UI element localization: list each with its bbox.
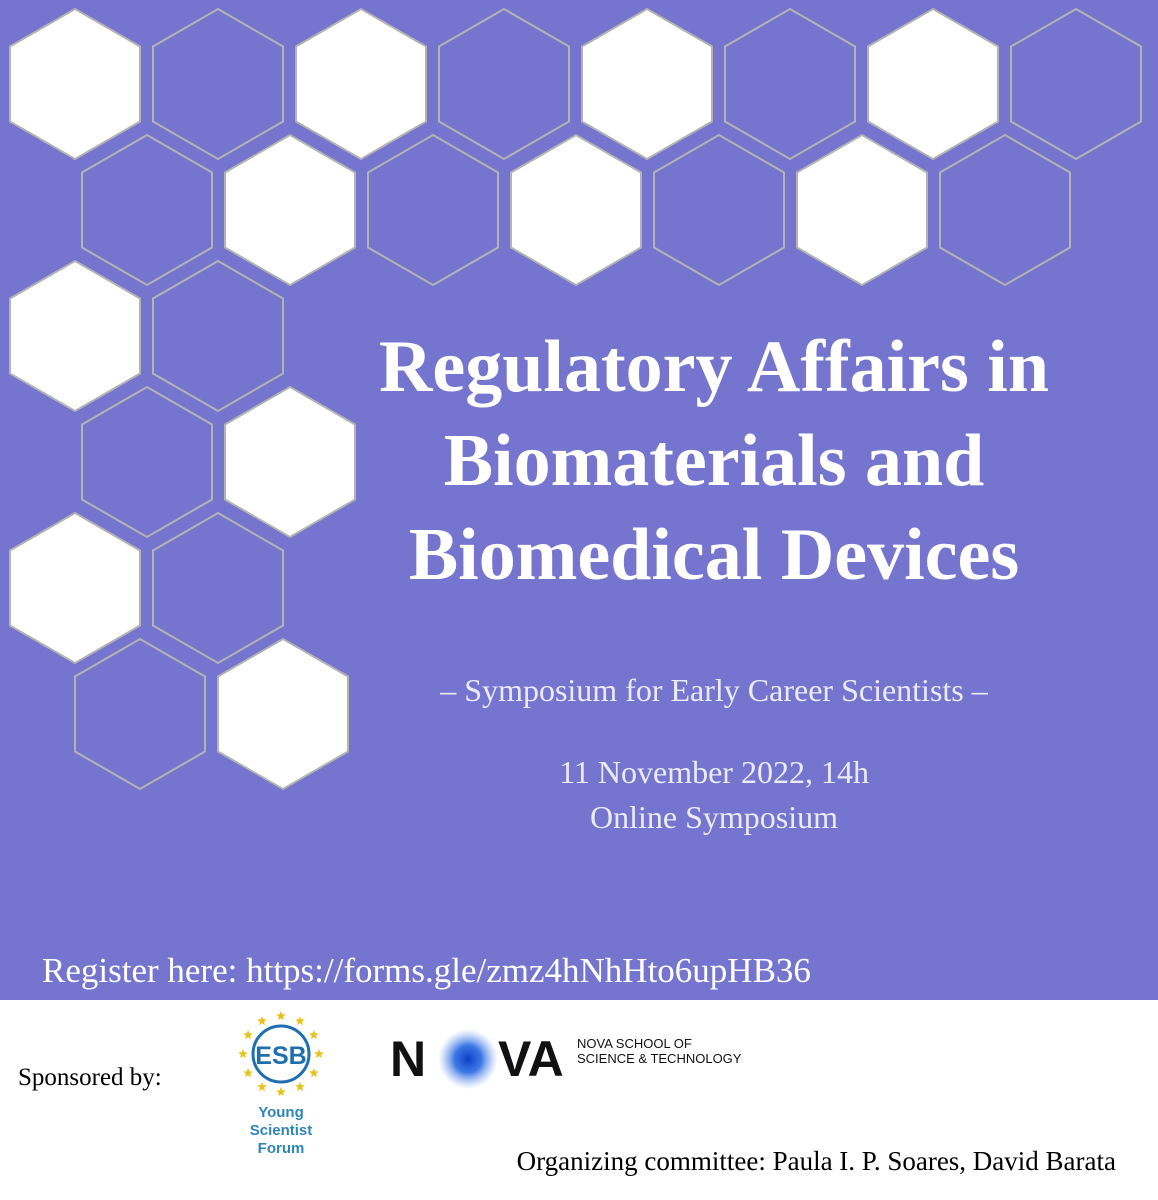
hexagon-outline: [82, 135, 212, 285]
esb-star-icon: [314, 1049, 324, 1058]
hexagon-filled: [10, 9, 140, 159]
hexagon-outline: [153, 9, 283, 159]
esb-star-icon: [309, 1030, 319, 1039]
esb-line-1: Young: [258, 1104, 304, 1121]
hexagon-filled: [10, 513, 140, 663]
nova-glow-icon: [438, 1029, 498, 1089]
event-venue: Online Symposium: [589, 799, 838, 835]
hexagon-filled: [225, 135, 355, 285]
esb-star-icon: [243, 1068, 253, 1077]
register-link[interactable]: https://forms.gle/zmz4hNhHto6upHB36: [246, 951, 811, 990]
esb-star-icon: [238, 1049, 248, 1058]
esb-star-icon: [309, 1068, 319, 1077]
esb-star-icon: [276, 1011, 286, 1020]
esb-star-icon: [257, 1016, 267, 1025]
sponsored-by-label: Sponsored by:: [18, 1064, 162, 1091]
hexagon-outline: [654, 135, 784, 285]
nova-school-line-1: NOVA SCHOOL OF: [577, 1036, 692, 1051]
hexagon-outline: [439, 9, 569, 159]
hexagon-filled: [868, 9, 998, 159]
hexagon-outline: [153, 261, 283, 411]
hexagon-outline: [368, 135, 498, 285]
esb-letters: ESB: [255, 1042, 307, 1070]
event-date: 11 November 2022, 14h: [559, 754, 869, 790]
nova-letter-n: N: [390, 1031, 427, 1087]
event-subtitle: – Symposium for Early Career Scientists –: [440, 672, 988, 708]
esb-star-icon: [257, 1082, 267, 1091]
esb-star-icon: [276, 1087, 286, 1096]
title-line-2: Biomaterials and: [443, 420, 985, 502]
hexagon-filled: [10, 261, 140, 411]
hexagon-outline: [75, 639, 205, 789]
event-title: [300, 320, 1128, 602]
hexagon-filled: [296, 9, 426, 159]
title-line-1: Regulatory Affairs in: [378, 326, 1050, 408]
esb-line-3: Forum: [257, 1140, 305, 1157]
nova-school-line-2: SCIENCE & TECHNOLOGY: [577, 1051, 742, 1066]
hexagon-filled: [797, 135, 927, 285]
esb-star-icon: [243, 1030, 253, 1039]
hexagon-outline: [153, 513, 283, 663]
esb-young-scientist-forum-logo: [226, 1008, 336, 1158]
register-label: Register here:: [42, 951, 238, 990]
nova-letters-va: VA: [498, 1031, 564, 1087]
hexagon-outline: [940, 135, 1070, 285]
esb-star-icon: [295, 1082, 305, 1091]
hexagon-outline: [1011, 9, 1141, 159]
hexagon-outline: [725, 9, 855, 159]
organizing-committee: Organizing committee: Paula I. P. Soares, David Barata: [516, 1146, 1116, 1176]
esb-line-2: Scientist: [249, 1122, 313, 1139]
registration-line: [42, 948, 811, 994]
title-line-3: Biomedical Devices: [408, 514, 1020, 596]
hexagon-outline: [82, 387, 212, 537]
esb-star-icon: [295, 1016, 305, 1025]
hexagon-filled: [582, 9, 712, 159]
nova-school-name: [577, 1036, 741, 1066]
nova-logo: [388, 1022, 568, 1096]
hexagon-filled: [511, 135, 641, 285]
